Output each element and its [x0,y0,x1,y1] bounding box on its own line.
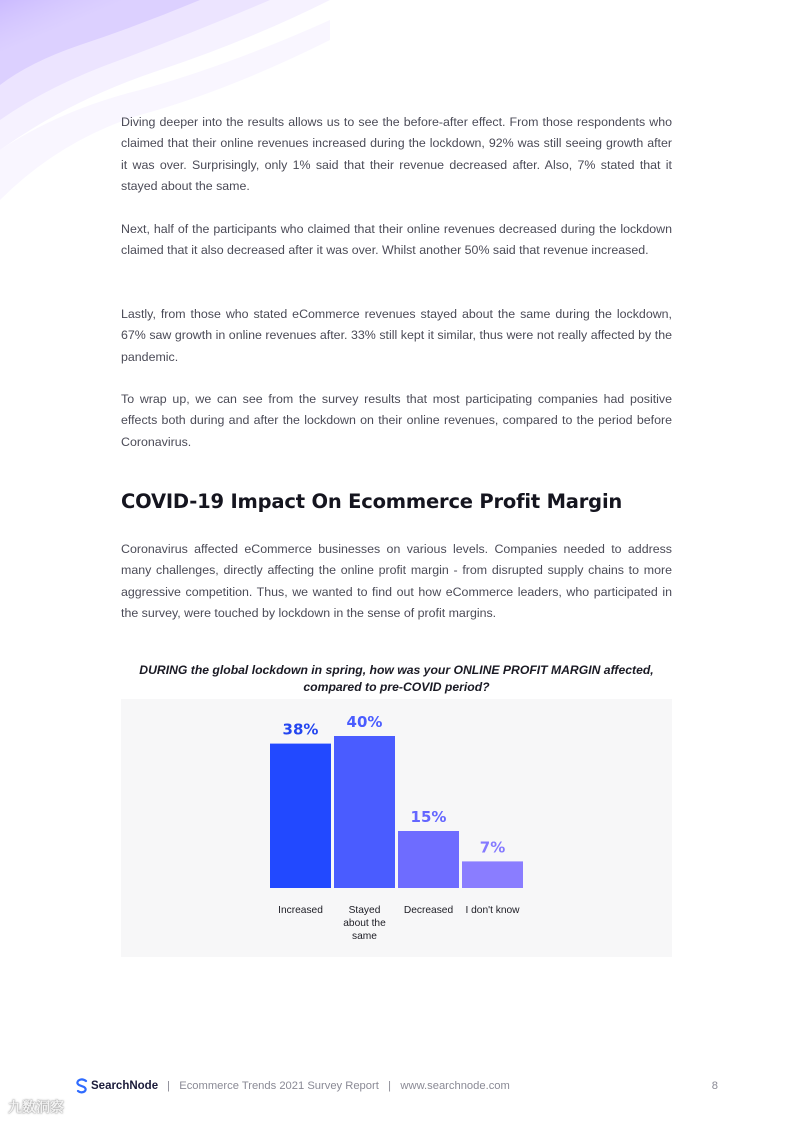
paragraph-same: Lastly, from those who stated eCommerce revenues stayed about the same during the lockdown, 67% saw growth in online revenues after. 33% still kept it similar, thus were not really affected by the pandemic. [121,307,672,364]
category-label-0: Increased [278,905,323,916]
page-number: 8 [711,1080,718,1092]
footer-brand: SearchNode [91,1080,159,1092]
bar-chart [121,699,672,957]
paragraph-before-after: Diving deeper into the results allows us to see the before-after effect. From those respondents who claimed that their online revenues increased during the lockdown, 92% was still seeing growth after it was over. Surprisingly, only 1% said that their revenue decreased after. Also, 7% stated that it stayed about the same. [121,115,672,193]
category-label-3: I don't know [465,905,520,916]
category-label-2: Decreased [403,905,454,916]
bar-value-label-0: 38% [282,720,319,739]
paragraph-decreased: Next, half of the participants who claimed that their online revenues decreased during the lockdown claimed that it also decreased after it was over. Whilst another 50% said that revenue increased. [121,222,672,258]
bar-1 [334,736,395,888]
searchnode-logo-icon [75,1078,89,1094]
footer-report-line [167,1080,510,1092]
watermark: 九数洞察 [8,1099,64,1115]
section-body: Coronavirus affected eCommerce businesses on various levels. Companies needed to address many challenges, directly affecting the online profit margin - from disrupted supply chains to more aggressive competition. Thus, we wanted to find out how eCommerce leaders, who participated in the survey, were touched by lockdown in the sense of profit margins. [121,542,672,620]
bar-3 [462,861,523,888]
section-heading: COVID-19 Impact On Ecommerce Profit Margin [121,490,623,513]
footer-separator: | [388,1080,392,1092]
footer-report-title: Ecommerce Trends 2021 Survey Report [179,1080,379,1092]
bar-chart-svg [121,699,672,957]
category-label-1: Stayed about the same [343,905,386,942]
chart-title: DURING the global lockdown in spring, how was your ONLINE PROFIT MARGIN affected, compared to pre-COVID period? [139,663,654,694]
bar-0 [270,744,331,888]
footer-separator: | [167,1080,170,1092]
bar-value-label-1: 40% [346,713,383,731]
paragraph-wrap-up: To wrap up, we can see from the survey results that most participating companies had positive effects both during and after the lockdown on their online revenues, compared to the period before Coronavirus. [121,392,672,449]
bar-2 [398,831,459,888]
footer [75,1078,720,1096]
footer-url[interactable]: www.searchnode.com [400,1080,510,1092]
bar-value-label-3: 7% [479,838,506,857]
bar-value-label-2: 15% [410,808,447,826]
